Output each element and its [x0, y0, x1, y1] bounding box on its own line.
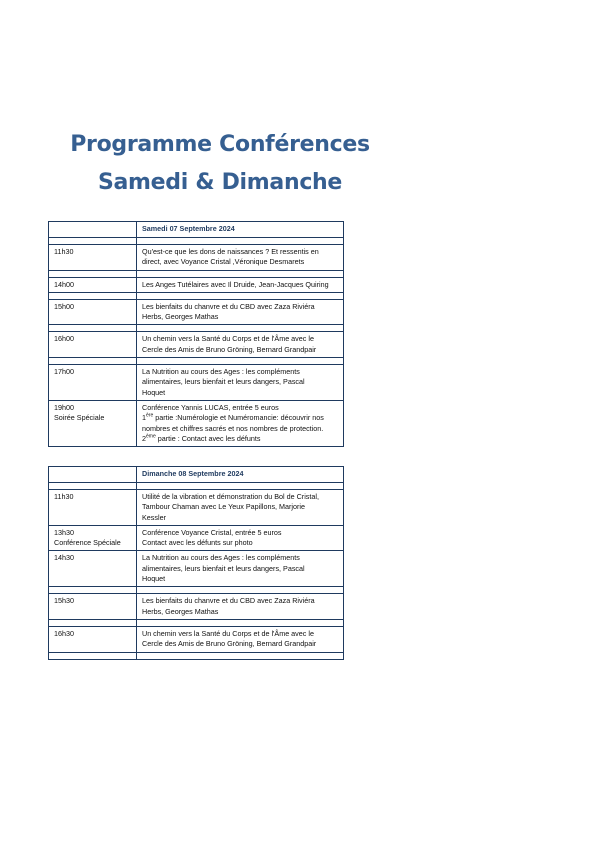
table-row — [49, 365, 344, 401]
session-text: Herbs, Georges Mathas — [142, 312, 219, 322]
session-text: 1ère partie :Numérologie et Numéromancie: découvrir nos — [142, 412, 324, 423]
session-cell — [137, 626, 344, 652]
time-cell — [49, 551, 137, 587]
session-text: Les bienfaits du chanvre et du CBD avec Zaza Riviéra — [142, 301, 315, 311]
session-text: Un chemin vers la Santé du Corps et de l'Âme avec le — [142, 334, 314, 344]
time-label: 13h30 — [54, 527, 74, 537]
session-text: direct, avec Voyance Cristal ,Véronique Desmarets — [142, 257, 305, 267]
spacer-row — [49, 483, 344, 490]
session-text: Qu'est-ce que les dons de naissances ? Et ressentis en — [142, 247, 319, 256]
session-cell — [137, 332, 344, 358]
saturday-header-row — [49, 222, 344, 238]
session-cell — [137, 277, 344, 292]
time-cell — [49, 299, 137, 325]
sunday-header-row — [49, 467, 344, 483]
header-empty-cell — [49, 467, 137, 483]
session-text: Contact avec les défunts sur photo — [142, 538, 253, 548]
table-row — [49, 277, 344, 292]
session-text: Conférence Yannis LUCAS, entrée 5 euros — [142, 402, 279, 412]
time-label: 19h00 — [54, 402, 74, 412]
session-cell — [137, 365, 344, 401]
session-cell — [137, 594, 344, 620]
time-cell — [49, 490, 137, 526]
table-row — [49, 245, 344, 271]
session-text: La Nutrition au cours des Ages : les compléments — [142, 553, 300, 563]
table-row — [49, 626, 344, 652]
table-row — [49, 525, 344, 551]
session-text: Tambour Chaman avec Le Yeux Papillons, Marjorie — [142, 502, 306, 512]
spacer-row — [49, 292, 344, 299]
time-sublabel: Soirée Spéciale — [54, 413, 105, 423]
table-row — [49, 490, 344, 526]
time-label: 11h30 — [54, 492, 74, 501]
time-cell — [49, 365, 137, 401]
time-label: 11h30 — [54, 247, 74, 256]
time-cell — [49, 525, 137, 551]
session-cell — [137, 525, 344, 551]
table-row — [49, 551, 344, 587]
time-cell — [49, 400, 137, 446]
time-label: 14h00 — [54, 279, 74, 289]
session-cell — [137, 245, 344, 271]
session-text: Cercle des Amis de Bruno Gröning, Bernard Grandpair — [142, 639, 317, 649]
table-row — [49, 299, 344, 325]
session-text: Herbs, Georges Mathas — [142, 606, 219, 616]
spacer-row — [49, 238, 344, 245]
time-label: 16h00 — [54, 334, 74, 344]
session-text: alimentaires, leurs bienfait et leurs dangers, Pascal — [142, 563, 305, 573]
page-title: Programme Conférences — [70, 132, 370, 157]
session-text: alimentaires, leurs bienfait et leurs dangers, Pascal — [142, 377, 305, 387]
sunday-schedule-table — [48, 466, 344, 660]
saturday-schedule-table — [48, 221, 344, 447]
header-empty-cell — [49, 222, 137, 238]
session-text: Hoquet — [142, 387, 166, 397]
table-row — [49, 400, 344, 446]
spacer-row — [49, 652, 344, 659]
session-text: Hoquet — [142, 574, 166, 584]
time-cell — [49, 626, 137, 652]
spacer-row — [49, 619, 344, 626]
session-text: Conférence Voyance Cristal, entrée 5 euros — [142, 527, 282, 537]
saturday-heading: Samedi 07 Septembre 2024 — [137, 222, 344, 238]
table-row — [49, 332, 344, 358]
time-cell — [49, 594, 137, 620]
time-cell — [49, 277, 137, 292]
time-cell — [49, 332, 137, 358]
session-text: nombres et chiffres sacrés et nos nombres de protection. — [142, 423, 324, 433]
page-subtitle: Samedi & Dimanche — [97, 170, 343, 195]
spacer-row — [49, 587, 344, 594]
time-sublabel: Conférence Spéciale — [54, 538, 121, 548]
session-cell — [137, 490, 344, 526]
time-label: 15h00 — [54, 301, 74, 311]
session-text: Un chemin vers la Santé du Corps et de l'Âme avec le — [142, 628, 314, 638]
session-text: Utilité de la vibration et démonstration du Bol de Cristal, — [142, 492, 319, 501]
spacer-row — [49, 358, 344, 365]
time-label: 17h00 — [54, 367, 74, 377]
session-text: Kessler — [142, 512, 166, 522]
time-label: 15h30 — [54, 596, 74, 606]
sunday-heading: Dimanche 08 Septembre 2024 — [137, 467, 344, 483]
session-text: La Nutrition au cours des Ages : les compléments — [142, 367, 300, 377]
session-text: Les Anges Tutélaires avec Il Druide, Jean-Jacques Quiring — [142, 279, 329, 289]
session-text: 2ème partie : Contact avec les défunts — [142, 433, 261, 443]
time-cell — [49, 245, 137, 271]
table-row — [49, 594, 344, 620]
spacer-row — [49, 270, 344, 277]
time-label: 16h30 — [54, 628, 74, 638]
session-text: Cercle des Amis de Bruno Gröning, Bernard Grandpair — [142, 344, 317, 354]
session-text: Les bienfaits du chanvre et du CBD avec Zaza Riviéra — [142, 596, 315, 606]
spacer-row — [49, 325, 344, 332]
session-cell — [137, 400, 344, 446]
time-label: 14h30 — [54, 553, 74, 563]
session-cell — [137, 299, 344, 325]
session-cell — [137, 551, 344, 587]
